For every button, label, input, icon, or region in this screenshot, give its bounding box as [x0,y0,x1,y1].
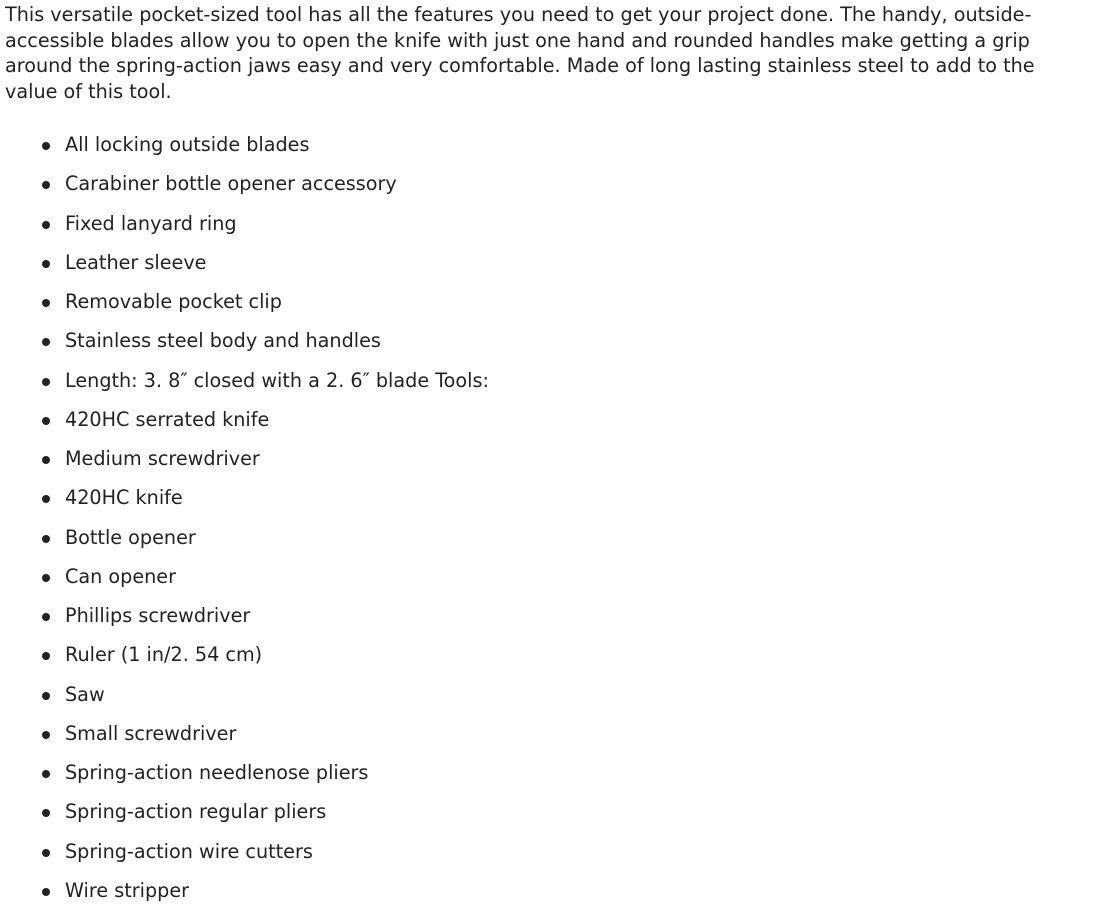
bullet-icon [42,692,50,700]
feature-list-item [0,756,489,795]
feature-text: Stainless steel body and handles [65,329,381,353]
feature-text: Spring-action needlenose pliers [65,761,369,784]
bullet-icon [42,181,50,189]
feature-text: Leather sleeve [65,250,207,274]
bullet-icon [42,888,50,896]
bullet-icon [42,456,50,464]
description-line: This versatile pocket-sized tool has all the features you need to get your project done. The handy, outside- [5,3,1032,26]
feature-text: Bottle opener [65,525,196,549]
description-line: accessible blades allow you to open the knife with just one hand and rounded handles make getting a grip [5,28,1030,52]
bullet-icon [42,613,50,621]
feature-text: Spring-action wire cutters [65,839,313,863]
feature-text: Fixed lanyard ring [65,211,237,235]
feature-list-item [0,285,489,324]
feature-list-item [0,246,489,285]
feature-list-item [0,442,489,481]
feature-text: 420HC serrated knife [65,407,270,431]
bullet-icon [42,338,50,346]
description-line: value of this tool. [5,79,172,103]
feature-text: Spring-action regular pliers [65,800,327,824]
feature-list-item [0,403,489,442]
feature-list-item [0,364,489,403]
feature-list-item [0,835,489,874]
feature-text: Length: 3. 8″ closed with a 2. 6″ blade Tools: [65,368,489,392]
feature-list-item [0,599,489,638]
feature-text: Small screwdriver [65,721,237,745]
bullet-icon [42,535,50,543]
bullet-icon [42,770,50,778]
feature-list-item [0,128,489,167]
feature-list-item [0,481,489,520]
bullet-icon [42,495,50,503]
bullet-icon [42,731,50,739]
feature-list-item [0,638,489,677]
feature-text: 420HC knife [65,486,183,510]
bullet-icon [42,221,50,229]
bullet-icon [42,299,50,307]
feature-text: Removable pocket clip [65,290,282,313]
feature-text: Medium screwdriver [65,447,260,470]
feature-list-item [0,717,489,756]
bullet-icon [42,142,50,150]
feature-text: All locking outside blades [65,133,310,156]
feature-list [0,128,489,908]
bullet-icon [42,260,50,268]
feature-list-item [0,678,489,717]
bullet-icon [42,378,50,386]
feature-text: Phillips screwdriver [65,604,251,627]
bullet-icon [42,809,50,817]
feature-list-item [0,207,489,246]
feature-text: Can opener [65,564,176,588]
bullet-icon [42,652,50,660]
bullet-icon [42,417,50,425]
feature-list-item [0,874,489,908]
feature-text: Saw [65,682,105,706]
feature-text: Carabiner bottle opener accessory [65,172,397,196]
feature-list-item [0,167,489,206]
feature-list-item [0,560,489,599]
bullet-icon [42,849,50,857]
description-line: around the spring-action jaws easy and very comfortable. Made of long lasting stainless steel to add to the [5,54,1035,78]
feature-list-item [0,324,489,363]
feature-list-item [0,795,489,834]
feature-text: Wire stripper [65,878,190,902]
product-description-paragraph [5,2,1120,104]
bullet-icon [42,574,50,582]
feature-text: Ruler (1 in/2. 54 cm) [65,643,263,667]
feature-list-item [0,521,489,560]
